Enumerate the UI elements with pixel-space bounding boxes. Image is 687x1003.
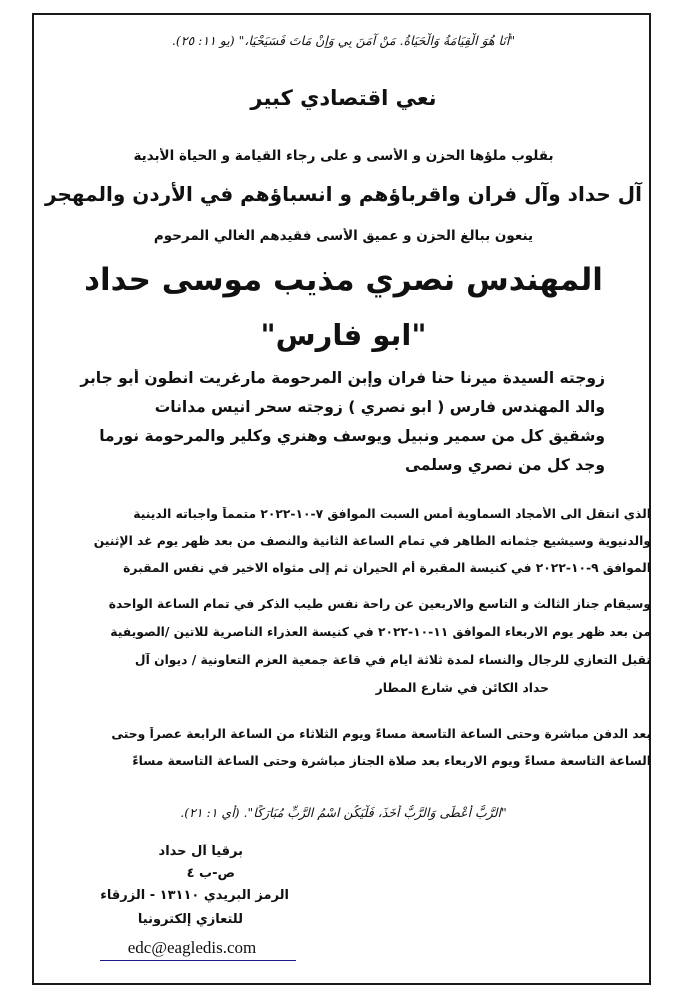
relatives-line: وجد كل من نصري وسلمى (405, 456, 605, 474)
po-box: ص-ب ٤ (186, 866, 235, 881)
intro-line: بقلوب ملؤها الحزن و الأسى و على رجاء القيامة و الحياة الأبدية (133, 148, 554, 164)
condolence-line: بعد الدفن مباشرة وحتى الساعة التاسعة مساءً ويوم الثلاثاء من الساعة الرابعة عصراً وحتى (111, 727, 651, 741)
verse-top: "أَنَا هُوَ الْقِيَامَةُ وَالْحَيَاةُ. مَنْ آمَنَ بِي وَإِنْ مَاتَ فَسَيَحْيَا،" (يو ١١: ٢٥). (171, 33, 516, 48)
funeral-line: والدنيوية وسيشيع جثمانه الطاهر في تمام الساعة الثانية والنصف من بعد ظهر يوم غد الإثنين (93, 534, 651, 548)
verse-bottom: "الرَّبُّ أَعْطَى وَالرَّبُّ أَخَذَ، فَلْيَكُنِ اسْمُ الرَّبِّ مُبَارَكًا". (أي ١: ٢١). (180, 805, 507, 820)
deceased-name: المهندس نصري مذيب موسى حداد (84, 262, 603, 298)
announce-line: ينعون ببالغ الحزن و عميق الأسى فقيدهم الغالي المرحوم (153, 228, 534, 244)
email-underline (100, 960, 296, 961)
telegrams-label: برقياً آل حداد (158, 844, 243, 859)
condolence-line: الساعة التاسعة مساءً ويوم الاربعاء بعد صلاة الجناز مباشرة وحتى الساعة التاسعة مساءً (132, 754, 651, 768)
mass-line: وسيقام جناز الثالث و التاسع والاربعين عن راحة نفس طيب الذكر في تمام الساعة الواحدة (108, 597, 651, 611)
funeral-line: الذي انتقل الى الأمجاد السماوية أمس السبت الموافق ٧-١٠-٢٠٢٢ متمماً واجباته الدينية (133, 507, 651, 521)
relatives-line: زوجته السيدة ميرنا حنا فران وإبن المرحومة مارغريت انطون أبو جابر (80, 369, 605, 387)
relatives-line: والد المهندس فارس ( ابو نصري ) زوجته سحر انيس مدانات (154, 398, 605, 416)
notice-title: نعي اقتصادي كبير (250, 86, 437, 110)
mass-line: من بعد ظهر يوم الاربعاء الموافق ١١-١٠-٢٠٢٢ في كنيسة العذراء الناصرية للاتين /الصويفية (110, 625, 651, 639)
electronic-condolence-label: للتعازي إلكترونياً (137, 912, 243, 927)
email-link[interactable]: edc@eagledis.com (127, 938, 257, 957)
families-line: آل حداد وآل فران واقرباؤهم و انسباؤهم في الأردن والمهجر (45, 182, 642, 206)
relatives-line: وشقيق كل من سمير ونبيل ويوسف وهنري وكلير والمرحومة نورما (99, 427, 605, 445)
funeral-line: الموافق ٩-١٠-٢٠٢٢ في كنيسة المقبرة أم الحيران ثم إلى مثواه الاخير في نفس المقبرة (123, 561, 651, 575)
postal-code: الرمز البريدي ١٣١١٠ - الزرقاء (100, 888, 289, 903)
mass-line: تقبل التعازي للرجال والنساء لمدة ثلاثة ايام في قاعة جمعية العزم التعاونية / ديوان آل (134, 653, 651, 667)
mass-line: حداد الكائن في شارع المطار (375, 681, 549, 695)
deceased-nickname: "ابو فارس" (260, 318, 427, 352)
